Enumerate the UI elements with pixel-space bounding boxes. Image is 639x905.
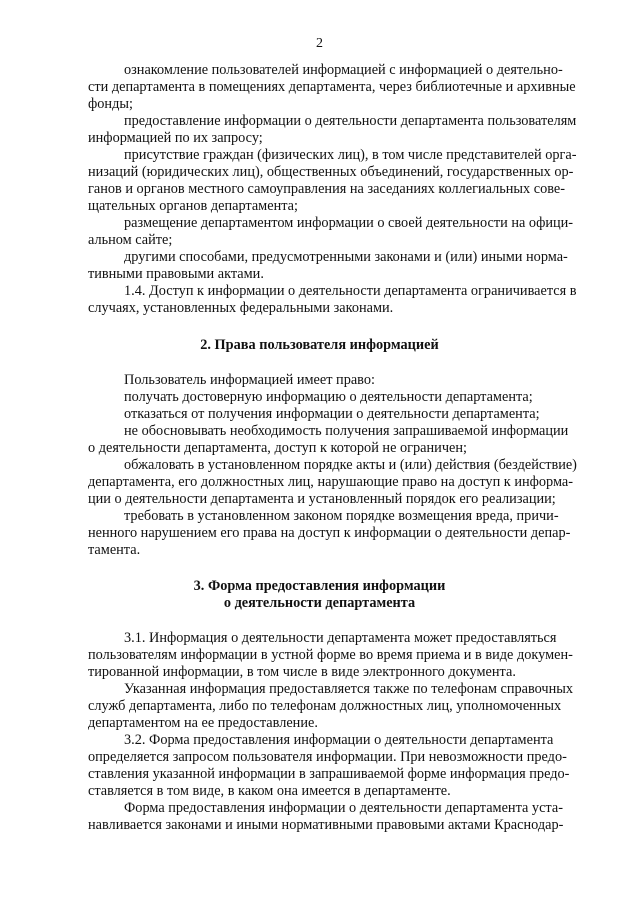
text-line: ненного нарушением его права на доступ к информации о деятельности депар- bbox=[88, 525, 571, 541]
text-line: 3.1. Информация о деятельности департамента может предоставляться bbox=[124, 630, 557, 646]
text-line: ставления указанной информации в запрашиваемой форме информация предо- bbox=[88, 766, 570, 782]
text-line: о деятельности департамента, доступ к которой не ограничен; bbox=[88, 440, 467, 456]
text-line: информацией по их запросу; bbox=[88, 130, 263, 146]
section-heading-3-line-2: о деятельности департамента bbox=[223, 595, 416, 611]
text-line: другими способами, предусмотренными законами и (или) иными норма- bbox=[124, 249, 568, 265]
text-line: ции о деятельности департамента и установленный порядок его реализации; bbox=[88, 491, 556, 507]
page-number: 2 bbox=[316, 36, 323, 51]
section-heading-2: 2. Права пользователя информацией bbox=[200, 337, 439, 353]
section-heading-3-line-1: 3. Форма предоставления информации bbox=[193, 578, 446, 594]
text-line: пользователям информации в устной форме во время приема и в виде докумен- bbox=[88, 647, 573, 663]
text-line: сти департамента в помещениях департамента, через библиотечные и архивные bbox=[88, 79, 576, 95]
text-line: ганов и органов местного самоуправления на заседаниях коллегиальных сове- bbox=[88, 181, 566, 197]
text-line: служб департамента, либо по телефонам должностных лиц, уполномоченных bbox=[88, 698, 562, 714]
text-line: размещение департаментом информации о своей деятельности на офици- bbox=[124, 215, 574, 231]
text-line: ознакомление пользователей информацией с информацией о деятельно- bbox=[124, 62, 563, 78]
text-line: альном сайте; bbox=[88, 232, 173, 248]
text-line: тированной информации, в том числе в виде электронного документа. bbox=[88, 664, 516, 680]
text-line: не обосновывать необходимость получения запрашиваемой информации bbox=[124, 423, 569, 439]
text-line: определяется запросом пользователя информации. При невозможности предо- bbox=[88, 749, 567, 765]
text-line: департаментом на ее предоставление. bbox=[88, 715, 318, 731]
text-line: 1.4. Доступ к информации о деятельности департамента ограничивается в bbox=[124, 283, 577, 299]
text-line: случаях, установленных федеральными законами. bbox=[88, 300, 394, 316]
text-line: департамента, его должностных лиц, нарушающие право на доступ к информа- bbox=[88, 474, 574, 490]
text-line: получать достоверную информацию о деятельности департамента; bbox=[124, 389, 533, 405]
text-line: присутствие граждан (физических лиц), в том числе представителей орга- bbox=[124, 147, 577, 163]
text-line: тивными правовыми актами. bbox=[88, 266, 264, 282]
text-line: 3.2. Форма предоставления информации о деятельности департамента bbox=[124, 732, 554, 748]
text-line: Форма предоставления информации о деятельности департамента уста- bbox=[124, 800, 563, 816]
text-line: навливается законами и иными нормативными правовыми актами Краснодар- bbox=[88, 817, 564, 833]
text-line: обжаловать в установленном порядке акты и (или) действия (бездействие) bbox=[124, 457, 577, 473]
text-line: щательных органов департамента; bbox=[88, 198, 298, 214]
text-line: ставляется в том виде, в каком она имеется в департаменте. bbox=[88, 783, 451, 799]
text-line: предоставление информации о деятельности департамента пользователям bbox=[124, 113, 577, 129]
text-line: отказаться от получения информации о деятельности департамента; bbox=[124, 406, 540, 422]
text-line: фонды; bbox=[88, 96, 133, 112]
text-line: требовать в установленном законом порядке возмещения вреда, причи- bbox=[124, 508, 559, 524]
text-line: тамента. bbox=[88, 542, 141, 558]
text-line: низаций (юридических лиц), общественных объединений, государственных ор- bbox=[88, 164, 574, 180]
text-line: Пользователь информацией имеет право: bbox=[124, 372, 375, 388]
text-line: Указанная информация предоставляется также по телефонам справочных bbox=[124, 681, 574, 697]
